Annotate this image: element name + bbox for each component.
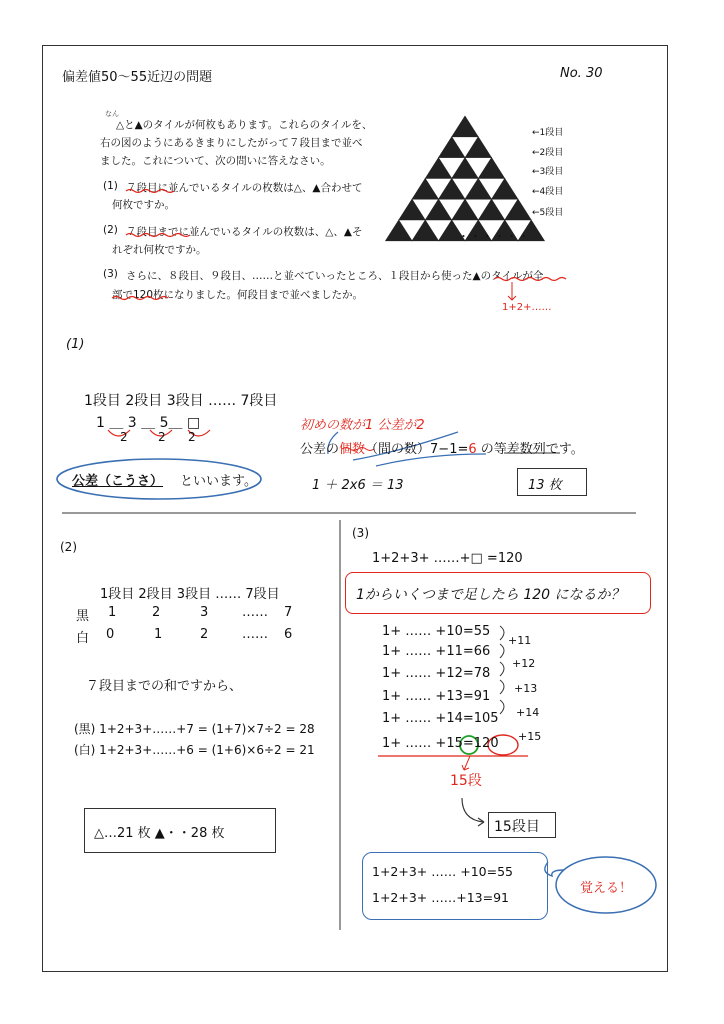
- black-calc: (黒) 1+2+3+……+7 = (1+7)×7÷2 = 28: [74, 722, 315, 736]
- white-0: 0: [106, 627, 115, 642]
- diff-1: 2: [120, 430, 128, 444]
- red-note: 初めの数が1 公差が2: [300, 418, 425, 433]
- tousa-line: [300, 438, 584, 457]
- q2-text-a: ７段目までに並んでいるタイルの枚数は、△、▲そ: [126, 226, 363, 238]
- part3-label: (3): [352, 526, 369, 540]
- q3-number: (3): [103, 268, 118, 280]
- sum-15-a: 1+ …… +: [382, 736, 447, 751]
- sum-15-c: =: [462, 736, 474, 751]
- inc-14: +14: [516, 706, 540, 719]
- black-7: 7: [284, 605, 293, 620]
- white-1: 1: [154, 627, 163, 642]
- oval-text-iimasu: といいます。: [180, 474, 257, 489]
- intro-line-3: ました。これについて、次の問いに答えなさい。: [100, 155, 331, 167]
- tousa-text-kosu: 個数: [339, 442, 366, 457]
- intro-line-2: 右の図のようにあるきまりにしたがって７段目まで並べ: [100, 137, 363, 149]
- sum-15-b: 15: [446, 736, 463, 751]
- sum-13: 1+ …… +13=91: [382, 689, 491, 704]
- row-label-3: ←3段目: [532, 167, 564, 177]
- sum-14: 1+ …… +14=105: [382, 711, 499, 726]
- tousa-text-e: の: [476, 442, 494, 457]
- underline-q1: [126, 190, 174, 193]
- diff-3: 2: [188, 430, 196, 444]
- intro-line-1: △と▲のタイルが何枚もあります。これらのタイルを、: [116, 119, 373, 131]
- row-label-1: ←1段目: [532, 128, 564, 138]
- tousa-text-6: 6: [468, 442, 477, 457]
- part2-headers: 1段目 2段目 3段目 …… 7段目: [100, 587, 280, 602]
- q3-red-note: 1+2+……: [502, 302, 552, 313]
- q3-text-a: さらに、８段目、９段目、……と並べていったところ、１段目から使った▲のタイルが全: [126, 270, 544, 282]
- part2-label: (2): [60, 540, 77, 554]
- part3-equation: 1+2+3+ ……+□ =120: [372, 551, 523, 566]
- inc-12: +12: [512, 657, 536, 670]
- q1-number: (1): [103, 180, 118, 192]
- black-dots: ……: [242, 605, 268, 620]
- part1-values: 1 ＿ 3 ＿ 5＿ □: [96, 415, 201, 431]
- sum-10: 1+ …… +10=55: [382, 624, 491, 639]
- part2-answer: △…21 枚 ▲・・28 枚: [94, 826, 225, 841]
- row-label-4: ←4段目: [532, 187, 564, 197]
- memo-1: 1+2+3+ …… +10=55: [372, 864, 513, 879]
- black-2: 2: [152, 605, 161, 620]
- ruby-reading: なん: [105, 110, 119, 118]
- underline-q3b: [112, 297, 168, 300]
- red-arrow-q3: [508, 282, 516, 300]
- row-label-5: ←5段目: [532, 208, 564, 218]
- red-15dan: 15段: [450, 773, 482, 789]
- underline-q2: [126, 234, 190, 237]
- part1-headers: 1段目 2段目 3段目 …… 7段目: [84, 393, 278, 409]
- question-text: 1からいくつまで足したら 120 になるか？: [356, 587, 625, 603]
- white-dots: ……: [242, 627, 268, 642]
- q2-number: (2): [103, 224, 118, 236]
- white-calc: (白) 1+2+3+……+6 = (1+6)×6÷2 = 21: [74, 743, 315, 757]
- arrow-to-answer: [462, 798, 484, 826]
- sum-12: 1+ …… +12=78: [382, 666, 491, 681]
- part1-formula: 1 ＋ 2x6 ＝ 13: [312, 478, 404, 493]
- continuation-dots: ・・・・・・: [458, 230, 530, 243]
- row-white-label: 白: [76, 631, 90, 646]
- tousa-text-a: 公差の: [300, 442, 340, 457]
- sum-11: 1+ …… +11=66: [382, 644, 491, 659]
- sum-15: [382, 736, 499, 751]
- q1-text-a: ７段目に並んでいるタイルの枚数は△、▲合わせて: [126, 182, 363, 194]
- sum-note: ７段目までの和ですから、: [86, 679, 243, 694]
- tousa-text-g: です。: [545, 442, 584, 457]
- inc-13: +13: [514, 682, 538, 695]
- increment-braces: [500, 626, 504, 714]
- q2-text-b: れぞれ何枚ですか。: [112, 244, 207, 256]
- part1-answer: 13 枚: [528, 478, 562, 493]
- page-title: 偏差値50〜55近辺の問題: [62, 70, 213, 85]
- black-tile: [452, 116, 479, 137]
- white-2: 2: [200, 627, 209, 642]
- q1-text-b: 何枚ですか。: [112, 199, 175, 211]
- inc-11: +11: [508, 634, 532, 647]
- tousa-text-tousa: 等差数列: [493, 442, 546, 457]
- underline-q3a: [494, 278, 566, 281]
- bubble-text: 覚える！: [580, 881, 633, 896]
- tousa-text-c: （間の数）7−1=: [365, 442, 469, 457]
- memo-2: 1+2+3+ ……+13=91: [372, 890, 510, 905]
- part3-answer: 15段目: [494, 819, 540, 835]
- white-6: 6: [284, 627, 293, 642]
- black-3: 3: [200, 605, 209, 620]
- red-arrow-15: [462, 756, 470, 770]
- q3-text-b: 部で120枚になりました。何段目まで並べましたか。: [112, 289, 364, 301]
- tile-triangles: [386, 116, 545, 241]
- black-1: 1: [108, 605, 117, 620]
- sum-15-d: 120: [473, 736, 499, 751]
- diff-2: 2: [158, 430, 166, 444]
- part1-label: (1): [66, 337, 85, 352]
- inc-15: +15: [518, 730, 542, 743]
- row-black-label: 黒: [76, 609, 90, 624]
- row-label-2: ←2段目: [532, 148, 564, 158]
- problem-number: No. 30: [560, 66, 603, 81]
- memo-box: [362, 852, 548, 920]
- oval-text-kousa: 公差（こうさ）: [72, 474, 164, 489]
